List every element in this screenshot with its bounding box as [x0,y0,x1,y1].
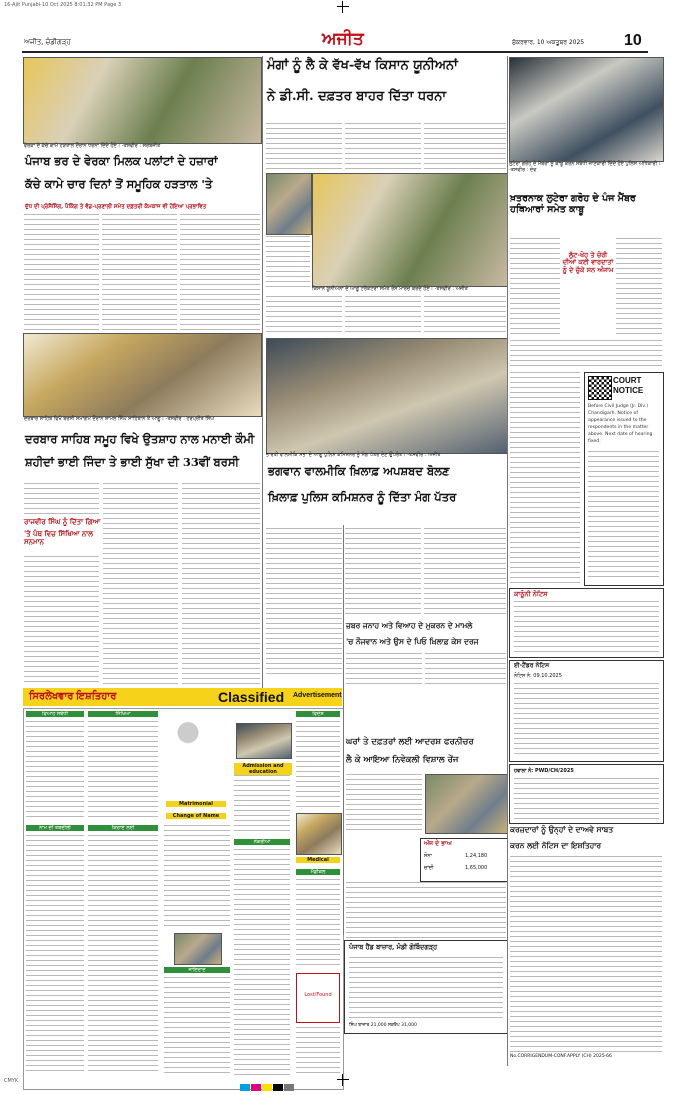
court-notice-title-2: NOTICE [613,386,644,395]
tender-notice-number: ਨੋਟਿਸ ਨੰ: 09.10.2025 [514,673,562,679]
classified-tag-4: ਕਿਰਾਏ ਲਈ [88,825,158,831]
valmiki-delegation-photo [266,338,508,454]
classified-col5-text-c [296,1027,340,1075]
education-photo [236,723,292,759]
masthead-rule [22,51,648,53]
classified-label-medical: Medical [296,857,340,863]
court-notice-title-1: COURT [613,376,642,385]
advertisers-headline-2: ਲੈ ਕੇ ਆਇਆ ਨਿਵੇਕਲੀ ਵਿਸ਼ਾਲ ਰੇਂਜ [346,755,459,765]
tender-notice-title: ਈ-ਟੈਂਡਰ ਨੋਟਿਸ [514,662,550,669]
robbers-body-col-3 [510,372,580,584]
darbar-body-col-1 [24,556,99,684]
legal-notice-title: ਕਾਨੂੰਨੀ ਨੋਟਿਸ [514,590,548,598]
etender-ref-text [514,778,659,819]
mandi-text [349,957,503,1019]
etender-ref-box [509,764,664,824]
robbers-body-col-2 [616,238,662,338]
masthead-date: ਸ਼ੁੱਕਰਵਾਰ, 10 ਅਕਤੂਬਰ 2025 [512,39,585,46]
classified-tag-6: ਨੌਕਰੀਆਂ [234,839,290,845]
classified-col3-text-a [164,825,230,929]
classified-banner [23,688,342,706]
farmers-body-col-7 [424,296,506,334]
advertisers-body-col-1 [346,774,422,834]
robbers-body-col-1 [510,238,560,338]
classified-col4-text-b [234,849,290,1075]
valmiki-body-col-2 [345,528,421,614]
classified-tag-5: ਜਾਇਦਾਦ [164,967,230,973]
masthead-city: ਅਜੀਤ, ਚੰਡੀਗੜ੍ਹ [24,38,71,46]
classified-col1-text-b [26,835,84,1075]
rates-box [420,838,508,882]
verka-headline-1: ਪੰਜਾਬ ਭਰ ਦੇ ਵੇਰਕਾ ਮਿਲਕ ਪਲਾਂਟਾਂ ਦੇ ਹਜ਼ਾਰਾਂ [25,154,218,168]
etender-ref: ਹਵਾਲਾ ਨੰ: PWD/CH/2025 [514,768,574,774]
loan-notice-text [510,856,662,1052]
businessman-figure-icon [164,715,212,795]
robbers-headline: ਖ਼ਤਰਨਾਕ ਲੁਟੇਰਾ ਗਰੋਹ ਦੇ ਪੰਜ ਮੈਂਬਰ ਹਥਿਆਰਾਂ ਸਮੇਤ ਕਾਬੂ [510,193,636,215]
darbar-subhead-2: 'ਤੇ ਪੰਥ ਵਿਚ ਸਿੱਖਿਆ ਨਾਲ ਸਨਮਾਨ [24,529,94,547]
rates-row-silver-value: 1,65,000 [465,865,488,871]
qr-code-icon [588,376,612,400]
tractor-march-photo [312,173,508,287]
legal-notice-box [509,588,664,658]
classified-col4-text-a [234,775,290,835]
classified-tag-3: ਸਿੱਖਿਆ [88,711,158,717]
court-notice-text-lines [588,451,659,579]
farmers-body-col-4 [266,236,310,288]
robbers-photo-caption: ਲੁਟੇਰਾ ਗਰੋਹ ਦੇ ਮੈਂਬਰਾਂ ਨੂੰ ਕਾਬੂ ਕਰਨ ਸਬੰਧੀ ਜਾਣਕਾਰੀ ਦਿੰਦੇ ਹੋਏ ਪੁਲਿਸ ਅਧਿਕਾਰੀ। -ਤਸਵੀਰ : ਦੇਵ [509,161,661,173]
page-number: 10 [624,32,642,49]
classified-tag-1: ਵਿਆਹ ਸਬੰਧੀ [26,711,84,717]
classified-tag-7: ਵਿਦੇਸ਼ [296,711,340,717]
verka-photo-caption: ਵੇਰਕਾ ਦੇ ਕੱਚੇ ਕਾਮੇ ਹੜਤਾਲ ਦੌਰਾਨ ਧਰਨਾ ਦਿੰਦੇ ਹੋਏ। -ਤਸਵੀਰ : ਸਰਬਜੀਤ [24,143,161,149]
farmers-body-col-1 [266,123,342,171]
masthead-name: ਅਜੀਤ [322,29,364,49]
valmiki-body-col-1 [266,528,342,678]
medical-photo [296,813,342,855]
court-notice-body: Before Civil Judge (Jr. Div.) Chandigarh. Notice of appearance issued to the respondents in the matter above. Next date of hearing fixed. [588,404,653,444]
classified-col5-text-b [296,879,340,969]
rates-row-gold-label: ਸੋਨਾ [424,853,432,859]
rates-row-silver-label: ਚਾਂਦੀ [424,865,434,871]
color-calibration-bar [240,1076,295,1095]
loan-notice-footer-code: No.CORRIGENDUM-CONF.APPLY (CH) 2025-66 [510,1054,612,1059]
valmiki-body-col-3 [424,528,506,614]
darbar-headline-2: ਸ਼ਹੀਦਾਂ ਭਾਈ ਜਿੰਦਾ ਤੇ ਭਾਈ ਸੁੱਖਾ ਦੀ 33ਵੀਂ ਬਰਸੀ [25,455,239,469]
farmers-body-col-5 [266,296,342,334]
rates-row-gold-value: 1,24,180 [465,853,488,859]
classified-tag-2: ਨਾਮ ਦੀ ਤਬਦੀਲੀ [26,825,84,831]
court-notice-box [584,372,664,586]
verka-headline-2: ਕੱਚੇ ਕਾਮੇ ਚਾਰ ਦਿਨਾਂ ਤੋਂ ਸਮੂਹਿਕ ਹੜਤਾਲ 'ਤੇ [25,177,213,191]
darbar-body-intro [24,483,99,515]
classified-col2-text-a [88,721,158,821]
tender-notice-box [509,660,664,762]
classified-label-name: Change of Name [166,813,226,819]
registration-mark [337,1,349,13]
darbar-body-col-3 [182,483,260,684]
verka-body-col-1 [24,214,99,330]
marriage-body-col-2 [425,653,506,684]
farmers-headline-2: ਨੇ ਡੀ.ਸੀ. ਦਫ਼ਤਰ ਬਾਹਰ ਦਿੱਤਾ ਧਰਨਾ [267,89,447,104]
column-rule [343,525,344,935]
verka-body-col-3 [180,214,260,330]
classified-title-pa: ਸਿਰਲੇਖਵਾਰ ਇਸ਼ਤਿਹਾਰ [29,691,117,702]
classified-col3-text-b [164,977,230,1075]
classified-col2-text-b [88,835,158,1075]
farmers-inset-photo [266,173,312,235]
valmiki-headline-2: ਖ਼ਿਲਾਫ਼ ਪੁਲਿਸ ਕਮਿਸ਼ਨਰ ਨੂੰ ਦਿੱਤਾ ਮੰਗ ਪੱਤਰ [268,490,457,504]
classified-label-education: Admission and education [234,763,292,775]
loan-notice-headline-1: ਕਰਜ਼ਦਾਰਾਂ ਨੂੰ ਉਨ੍ਹਾਂ ਦੇ ਦਾਅਵੇ ਸਾਬਤ [510,825,614,834]
furniture-showroom-photo [425,774,508,834]
verka-subhead: ਦੁੱਧ ਦੀ ਪ੍ਰੋਸੈਸਿੰਗ, ਪੈਕਿੰਗ ਤੇ ਵੰਡ-ਪ੍ਰਣਾਲੀ ਸਮੇਤ ਦਫ਼ਤਰੀ ਕੰਮਕਾਜ ਵੀ ਹੋਇਆ ਪ੍ਰਭਾਵਿਤ [25,204,207,210]
classified-grid [23,708,344,1090]
robbers-pullquote: ਲੁੱਟ-ਖੋਹ ਤੇ ਚੋਰੀ ਦੀਆਂ ਕਈ ਵਾਰਦਾਤਾਂ ਨੂੰ ਦੇ ਚੁੱਕੇ ਸਨ ਅੰਜਾਮ [562,251,614,274]
tender-notice-text [514,683,659,757]
robbers-body-tail [510,340,662,370]
advertisers-headline-1: ਘਰਾਂ ਤੇ ਦਫ਼ਤਰਾਂ ਲਈ ਆਦਰਸ਼ ਫਰਨੀਚਰ [346,737,474,747]
verka-strike-photo [23,57,262,144]
darbar-sahib-photo [23,333,262,417]
loan-notice-headline-2: ਕਰਨ ਲਈ ਨੋਟਿਸ ਦਾ ਇਸ਼ਤਿਹਾਰ [510,841,602,850]
print-strip-text: 16-Ajit Punjabi-10 Oct 2025 8:01:32 PM Page 3 [4,2,122,8]
classified-title-en2: Advertisement [293,692,342,699]
marriage-body-col-1 [346,653,422,684]
man-with-laptop-photo [174,933,222,965]
marriage-headline-2: 'ਚ ਨੌਜਵਾਨ ਅਤੇ ਉਸ ਦੇ ਪਿਓ ਖ਼ਿਲਾਫ਼ ਕੇਸ ਦਰਜ [346,637,479,646]
classified-col1-text-a [26,721,84,821]
darbar-photo-caption: ਦਰਬਾਰ ਸਾਹਿਬ ਵਿਖੇ ਬਰਸੀ ਸਮਾਗਮ ਦੌਰਾਨ ਸ਼ਾਮਲ ਸਿੰਘ ਸਾਹਿਬਾਨ ਤੇ ਆਗੂ। -ਤਸਵੀਰ : ਹਰਪ੍ਰੀਤ ਸਿੰਘ [24,416,214,422]
marriage-headline-1: ਜ਼ਬਰ ਜਨਾਹ ਅਤੇ ਵਿਆਹ ਦੇ ਮੁਕਰਨ ਦੇ ਮਾਮਲੇ [346,621,473,630]
column-rule [262,56,263,688]
farmers-body-col-6 [345,296,421,334]
classified-title-en: Classified [218,689,285,705]
tractor-photo-caption: ਕਿਸਾਨ ਯੂਨੀਅਨਾਂ ਦੇ ਆਗੂ ਟਰੈਕਟਰਾਂ ਸਮੇਤ ਰੋਸ ਮਾਰਚ ਕਰਦੇ ਹੋਏ। -ਤਸਵੀਰ : ਅਜੀਤ [312,286,468,292]
classified-col5-text-a [296,721,340,809]
mandi-footer: ਸਿੰਘ ਬਾਜ਼ਾਰ 21,000 ਸਕਰੈਪ 31,000 [349,1023,417,1028]
column-rule [507,56,508,1066]
advertisers-body-tail [346,882,506,938]
valmiki-headline-1: ਭਗਵਾਨ ਵਾਲਮੀਕਿ ਖ਼ਿਲਾਫ਼ ਅਪਸ਼ਬਦ ਬੋਲਣ [268,464,450,478]
print-strip-bottom: CMYK [4,1078,19,1084]
classified-tag-8: ਮੈਡੀਕਲ [296,869,340,875]
darbar-headline-1: ਦਰਬਾਰ ਸਾਹਿਬ ਸਮੂਹ ਵਿਖੇ ਉਤਸ਼ਾਹ ਨਾਲ ਮਨਾਈ ਕੌਮੀ [25,432,255,446]
valmiki-photo-caption: ਭਾਰਤੀ ਵਾਲਮੀਕਿ ਸਭਾ ਦੇ ਆਗੂ ਪੁਲਿਸ ਕਮਿਸ਼ਨਰ ਨੂੰ ਮੰਗ ਪੱਤਰ ਦੇਣ ਉਪਰੰਤ। -ਤਸਵੀਰ : ਅਜੀਤ [266,452,441,458]
mandi-title: ਪੰਜਾਬ ਹੈਂਡ ਬਾਜ਼ਾਰ, ਮੰਡੀ ਗੋਬਿੰਦਗੜ੍ਹ [349,943,438,951]
police-photo [509,57,664,162]
rates-title: ਅੱਜ ਦੇ ਭਾਅ [424,840,452,847]
verka-body-col-2 [102,214,177,330]
farmers-headline-1: ਮੰਗਾਂ ਨੂੰ ਲੈ ਕੇ ਵੱਖ-ਵੱਖ ਕਿਸਾਨ ਯੂਨੀਅਨਾਂ [267,58,458,73]
farmers-body-col-2 [345,123,421,171]
darbar-body-col-2 [103,483,178,684]
classified-label-matrimonial: Matrimonial [166,801,226,807]
darbar-subhead-1: ਰਾਜਵੀਰ ਸਿੰਘ ਨੂੰ ਦਿੱਤਾ ਗਿਆ [24,517,101,526]
farmers-body-col-3 [424,123,506,171]
classified-lost-found-box: Lost/Found [296,973,340,1023]
mandi-box [344,940,508,1034]
legal-notice-text [514,601,659,653]
registration-mark [337,1074,349,1086]
